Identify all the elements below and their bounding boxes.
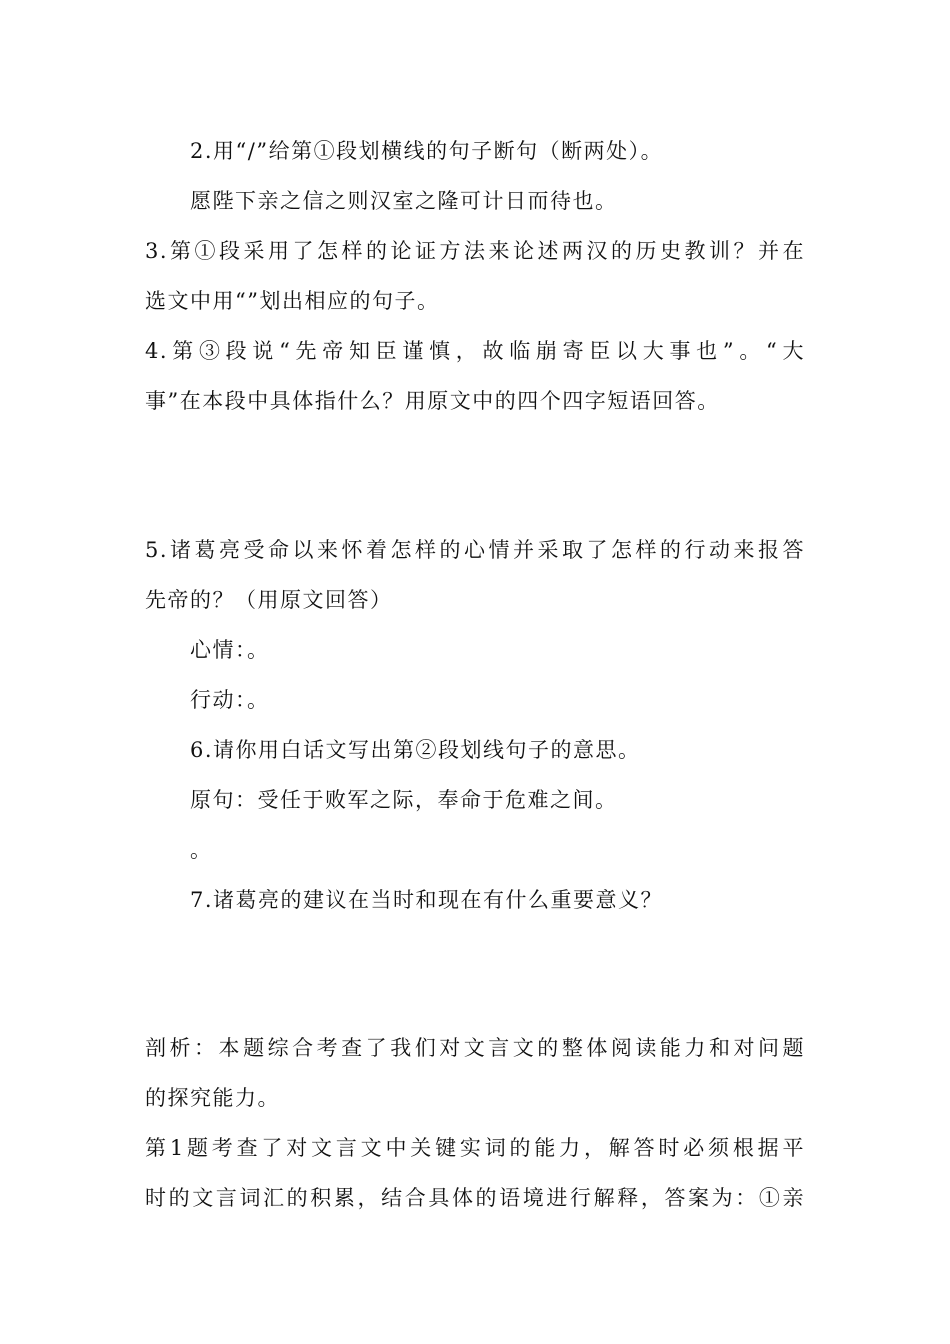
question-7: 7.诸葛亮的建议在当时和现在有什么重要意义？ — [190, 888, 664, 912]
analysis-line-1: 剖析：本题综合考查了我们对文言文的整体阅读能力和对问题 — [145, 1036, 805, 1060]
question-5-line-2: 先帝的？（用原文回答） — [145, 588, 393, 612]
question-3-line-1: 3.第①段采用了怎样的论证方法来论述两汉的历史教训？并在 — [145, 239, 805, 263]
analysis-line-2: 的探究能力。 — [145, 1086, 280, 1110]
question-6: 6.请你用白话文写出第②段划线句子的意思。 — [190, 738, 641, 762]
question-2-sentence: 愿陛下亲之信之则汉室之隆可计日而待也。 — [190, 189, 618, 213]
question-4-line-2: 事”在本段中具体指什么？用原文中的四个四字短语回答。 — [145, 389, 720, 413]
question-6-original-sentence: 原句：受任于败军之际，奉命于危难之间。 — [190, 788, 618, 812]
question-5-action-answer: 行动：。 — [190, 688, 270, 712]
question-1-explanation-line-1: 第1题考查了对文言文中关键实词的能力，解答时必须根据平 — [145, 1136, 805, 1160]
question-5-mood-answer: 心情：。 — [190, 638, 270, 662]
question-4-line-1: 4.第③段说“先帝知臣谨慎，故临崩寄臣以大事也”。“大 — [145, 339, 805, 363]
question-3-line-2: 选文中用“”划出相应的句子。 — [145, 289, 440, 313]
question-1-explanation-line-2: 时的文言词汇的积累，结合具体的语境进行解释，答案为：①亲 — [145, 1186, 805, 1210]
question-5-line-1: 5.诸葛亮受命以来怀着怎样的心情并采取了怎样的行动来报答 — [145, 538, 805, 562]
question-6-answer: 。 — [190, 838, 213, 862]
question-2: 2.用“/”给第①段划横线的句子断句（断两处）。 — [190, 139, 664, 163]
